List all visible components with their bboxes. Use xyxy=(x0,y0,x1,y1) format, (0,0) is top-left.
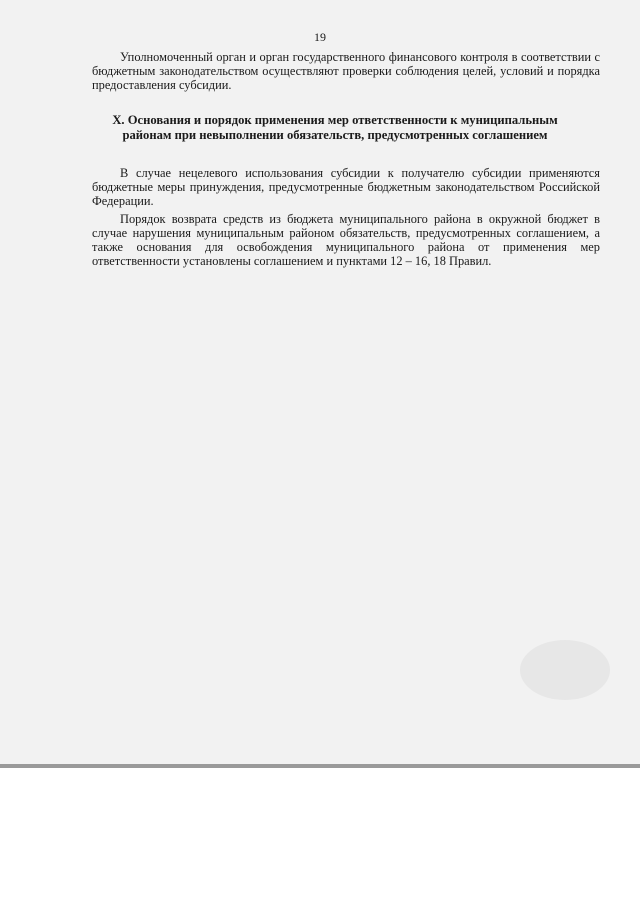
paragraph-refund: Порядок возврата средств из бюджета муниципального района в окружной бюджет в случае нарушения муниципальным районом обязательств, предусмотренных соглашением, а также основания для освобождения муниципального района от применения мер ответственности установлены соглашением и пунктами 12 – 16, 18 Правил. xyxy=(92,212,600,268)
paragraph-control: Уполномоченный орган и орган государственного финансового контроля в соответствии с бюджетным законодательством осуществляют проверки соблюдения целей, условий и порядка предоставления субсидии. xyxy=(92,50,600,92)
section-heading: X. Основания и порядок применения мер ответственности к муниципальным районам при невыполнении обязательств, предусмотренных соглашением xyxy=(112,113,558,142)
paragraph-misuse: В случае нецелевого использования субсидии к получателю субсидии применяются бюджетные меры принуждения, предусмотренные бюджетным законодательством Российской Федерации. xyxy=(92,166,600,208)
scan-smudge xyxy=(520,640,610,700)
page-number: 19 xyxy=(314,30,326,44)
